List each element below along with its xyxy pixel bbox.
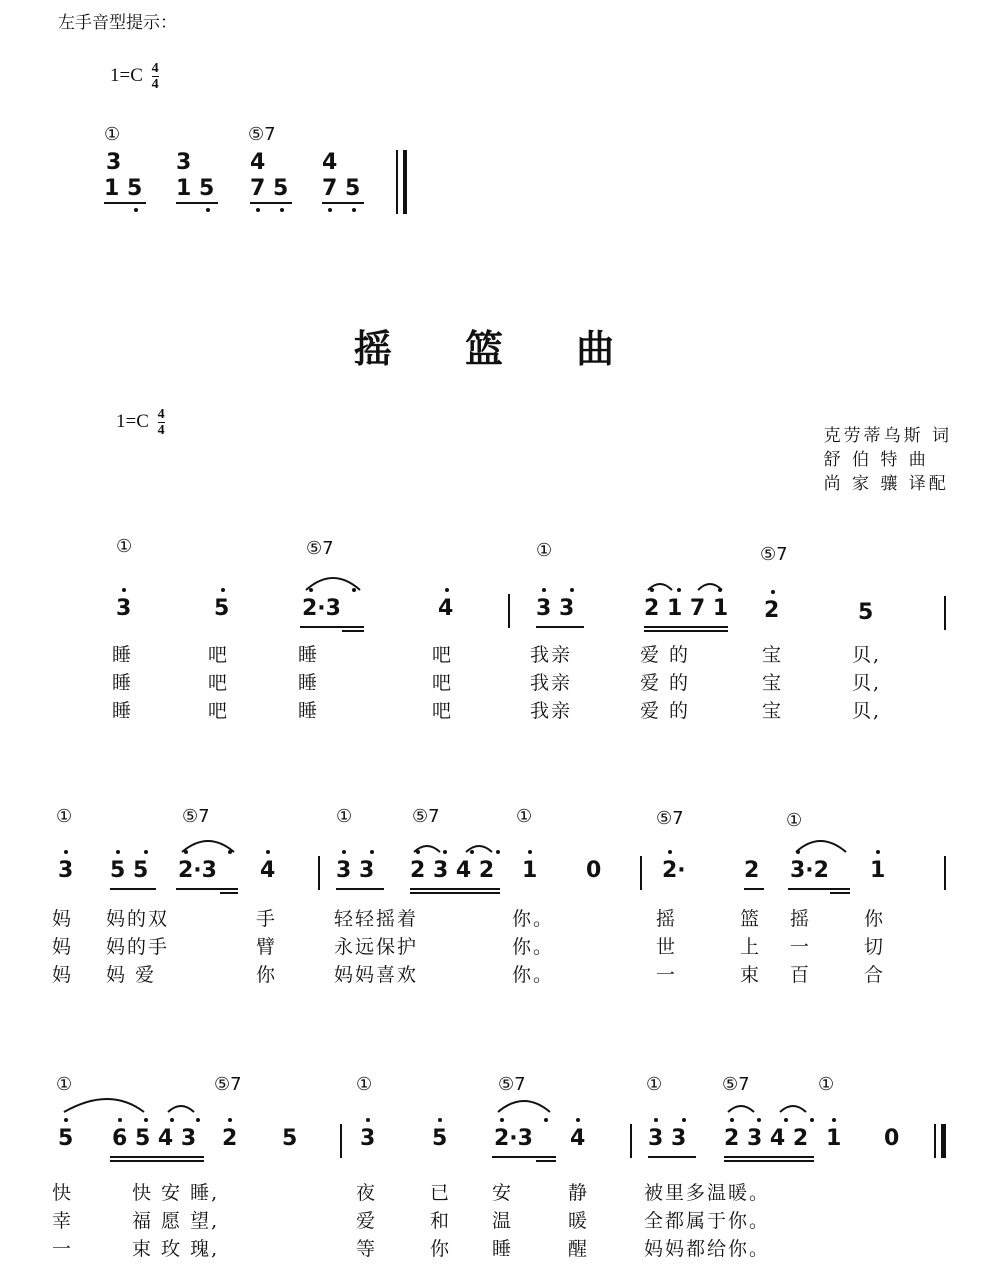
underline bbox=[110, 1160, 204, 1162]
high-octave-dot bbox=[832, 1118, 836, 1122]
end-barline bbox=[396, 150, 398, 214]
lyric: 篮 bbox=[740, 908, 762, 930]
lyric: 合 bbox=[864, 964, 886, 986]
lyric: 世 bbox=[656, 936, 678, 958]
lyric: 轻轻摇着 bbox=[334, 908, 419, 930]
underline bbox=[724, 1160, 814, 1162]
note: 5 bbox=[432, 1126, 448, 1151]
lyric: 我亲 bbox=[530, 672, 573, 694]
high-octave-dot bbox=[196, 1118, 200, 1122]
chord-mark: ① bbox=[646, 1074, 663, 1095]
lyric: 吧 bbox=[432, 700, 454, 722]
lyric: 妈的手 bbox=[106, 936, 170, 958]
pattern-lower-notes: 7 5 bbox=[250, 176, 289, 201]
chord-mark: ① bbox=[104, 124, 121, 145]
barline bbox=[508, 594, 510, 628]
pattern-upper-note: 3 bbox=[106, 150, 122, 175]
time-signature: $\frac{4}{4}$ bbox=[157, 407, 165, 438]
lyric: 妈妈喜欢 bbox=[334, 964, 419, 986]
pattern-lower-notes: 1 5 bbox=[104, 176, 143, 201]
high-octave-dot bbox=[650, 588, 654, 592]
note: 2· bbox=[662, 858, 686, 883]
note: 2 1 7 1 bbox=[644, 596, 729, 621]
underline bbox=[536, 626, 584, 628]
chord-mark: ① bbox=[536, 540, 553, 561]
lyric: 等 bbox=[356, 1238, 378, 1260]
underline bbox=[648, 1156, 696, 1158]
note: 6 5 4 3 bbox=[112, 1126, 197, 1151]
high-octave-dot bbox=[445, 588, 449, 592]
slur bbox=[780, 1106, 806, 1112]
note: 2 bbox=[764, 598, 780, 623]
key-text: 1=C bbox=[116, 410, 149, 432]
lyric: 一 bbox=[52, 1238, 74, 1260]
pattern-upper-note: 4 bbox=[322, 150, 338, 175]
note: 1 bbox=[826, 1126, 842, 1151]
chord-mark: ① bbox=[516, 806, 533, 827]
underline bbox=[536, 1160, 556, 1162]
lyric: 睡 bbox=[298, 672, 320, 694]
note: 3 bbox=[360, 1126, 376, 1151]
high-octave-dot bbox=[116, 850, 120, 854]
lyric: 你 bbox=[256, 964, 278, 986]
underline bbox=[336, 888, 384, 890]
slur bbox=[728, 1106, 754, 1112]
high-octave-dot bbox=[668, 850, 672, 854]
barline bbox=[340, 1124, 342, 1158]
chord-mark: ① bbox=[356, 1074, 373, 1095]
lyric: 和 bbox=[430, 1210, 452, 1232]
lyric: 摇 bbox=[656, 908, 678, 930]
high-octave-dot bbox=[64, 1118, 68, 1122]
lyric: 宝 bbox=[762, 700, 784, 722]
lyric: 醒 bbox=[568, 1238, 590, 1260]
lyricist-credit: 克劳蒂乌斯 词 bbox=[823, 426, 952, 446]
note: 3 bbox=[116, 596, 132, 621]
high-octave-dot bbox=[496, 850, 500, 854]
note: 4 bbox=[260, 858, 276, 883]
chord-mark: ⑤7 bbox=[248, 124, 276, 145]
underline bbox=[724, 1156, 814, 1158]
high-octave-dot bbox=[810, 1118, 814, 1122]
translator-credit: 尚 家 骧 译配 bbox=[823, 474, 949, 494]
note: 3·2 bbox=[790, 858, 829, 883]
lyric: 吧 bbox=[208, 700, 230, 722]
lyric: 睡 bbox=[298, 700, 320, 722]
chord-mark: ⑤7 bbox=[214, 1074, 242, 1095]
lyric: 你 bbox=[430, 1238, 452, 1260]
low-octave-dot bbox=[328, 208, 332, 212]
lyric: 幸 bbox=[52, 1210, 74, 1232]
high-octave-dot bbox=[352, 588, 356, 592]
credits bbox=[824, 424, 952, 496]
underline bbox=[220, 892, 238, 894]
lyric: 一 bbox=[790, 936, 812, 958]
note: 0 bbox=[586, 858, 602, 883]
note: 3 3 bbox=[336, 858, 375, 883]
underline bbox=[492, 1156, 556, 1158]
high-octave-dot bbox=[416, 850, 420, 854]
slur bbox=[498, 1101, 550, 1112]
song-title: 摇 篮 曲 bbox=[353, 326, 645, 371]
lyric: 温 bbox=[492, 1210, 514, 1232]
underline bbox=[110, 888, 156, 890]
high-octave-dot bbox=[528, 850, 532, 854]
chord-mark: ① bbox=[56, 1074, 73, 1095]
underline bbox=[342, 630, 364, 632]
high-octave-dot bbox=[570, 588, 574, 592]
lyric: 暖 bbox=[568, 1210, 590, 1232]
lyric: 百 bbox=[790, 964, 812, 986]
underline bbox=[644, 626, 728, 628]
underline bbox=[410, 892, 500, 894]
high-octave-dot bbox=[542, 588, 546, 592]
underline bbox=[644, 630, 728, 632]
high-octave-dot bbox=[342, 850, 346, 854]
lyric: 快 bbox=[52, 1182, 74, 1204]
high-octave-dot bbox=[228, 850, 232, 854]
lyric: 睡 bbox=[298, 644, 320, 666]
underline bbox=[250, 202, 292, 204]
underline bbox=[744, 888, 764, 890]
high-octave-dot bbox=[654, 1118, 658, 1122]
lyric: 睡 bbox=[112, 700, 134, 722]
high-octave-dot bbox=[730, 1118, 734, 1122]
high-octave-dot bbox=[796, 850, 800, 854]
lyric: 妈妈都给你。 bbox=[644, 1238, 771, 1260]
pattern-lower-notes: 7 5 bbox=[322, 176, 361, 201]
chord-mark: ⑤7 bbox=[656, 808, 684, 829]
note: 2 3 4 2 bbox=[724, 1126, 809, 1151]
underline bbox=[410, 888, 500, 890]
high-octave-dot bbox=[266, 850, 270, 854]
high-octave-dot bbox=[757, 1118, 761, 1122]
note: 4 bbox=[438, 596, 454, 621]
lyric: 束 玫 瑰, bbox=[132, 1238, 220, 1260]
chord-mark: ① bbox=[116, 536, 133, 557]
lyric: 手 bbox=[256, 908, 278, 930]
underline bbox=[830, 892, 850, 894]
end-barline bbox=[934, 1124, 936, 1158]
high-octave-dot bbox=[170, 1118, 174, 1122]
end-barline-thick bbox=[941, 1124, 946, 1158]
lyric: 束 bbox=[740, 964, 762, 986]
note: 2 bbox=[744, 858, 760, 883]
high-octave-dot bbox=[144, 1118, 148, 1122]
lyric: 妈的双 bbox=[106, 908, 170, 930]
note: 3 3 bbox=[536, 596, 575, 621]
high-octave-dot bbox=[144, 850, 148, 854]
chord-mark: ⑤7 bbox=[722, 1074, 750, 1095]
note: 2·3 bbox=[494, 1126, 533, 1151]
note: 2·3 bbox=[178, 858, 217, 883]
high-octave-dot bbox=[544, 1118, 548, 1122]
note: 2·3 bbox=[302, 596, 341, 621]
hint-text: 左手音型提示： bbox=[58, 13, 177, 33]
high-octave-dot bbox=[309, 588, 313, 592]
song-key-signature bbox=[116, 408, 165, 437]
underline bbox=[322, 202, 364, 204]
lyric: 永远保护 bbox=[334, 936, 419, 958]
high-octave-dot bbox=[64, 850, 68, 854]
underline bbox=[300, 626, 364, 628]
lyric: 睡 bbox=[112, 644, 134, 666]
high-octave-dot bbox=[576, 1118, 580, 1122]
pattern-upper-note: 4 bbox=[250, 150, 266, 175]
barline bbox=[640, 856, 642, 890]
lyric: 贝, bbox=[852, 700, 882, 722]
slur bbox=[64, 1099, 144, 1112]
high-octave-dot bbox=[370, 850, 374, 854]
chord-mark: ⑤7 bbox=[182, 806, 210, 827]
low-octave-dot bbox=[206, 208, 210, 212]
underline bbox=[176, 202, 218, 204]
note: 5 bbox=[282, 1126, 298, 1151]
lyric: 吧 bbox=[432, 672, 454, 694]
underline bbox=[788, 888, 850, 890]
barline bbox=[944, 596, 946, 630]
high-octave-dot bbox=[784, 1118, 788, 1122]
high-octave-dot bbox=[122, 588, 126, 592]
note: 5 5 bbox=[110, 858, 149, 883]
note: 0 bbox=[884, 1126, 900, 1151]
pattern-upper-note: 3 bbox=[176, 150, 192, 175]
lyric: 吧 bbox=[208, 672, 230, 694]
high-octave-dot bbox=[184, 850, 188, 854]
underline bbox=[110, 1156, 204, 1158]
underline bbox=[104, 202, 146, 204]
high-octave-dot bbox=[443, 850, 447, 854]
chord-mark: ⑤7 bbox=[306, 538, 334, 559]
chord-mark: ① bbox=[56, 806, 73, 827]
lyric: 吧 bbox=[208, 644, 230, 666]
lyric: 你。 bbox=[512, 936, 555, 958]
chord-mark: ① bbox=[818, 1074, 835, 1095]
lyric: 我亲 bbox=[530, 700, 573, 722]
chord-mark: ⑤7 bbox=[760, 544, 788, 565]
slur bbox=[796, 841, 846, 852]
note: 3 bbox=[58, 858, 74, 883]
high-octave-dot bbox=[221, 588, 225, 592]
chord-mark: ① bbox=[336, 806, 353, 827]
note: 1 bbox=[870, 858, 886, 883]
lyric: 爱 的 bbox=[640, 644, 691, 666]
note: 5 bbox=[58, 1126, 74, 1151]
barline bbox=[318, 856, 320, 890]
lyric: 宝 bbox=[762, 644, 784, 666]
note: 1 bbox=[522, 858, 538, 883]
low-octave-dot bbox=[256, 208, 260, 212]
lyric: 快 安 睡, bbox=[132, 1182, 220, 1204]
high-octave-dot bbox=[682, 1118, 686, 1122]
chord-mark: ① bbox=[786, 810, 803, 831]
key-text: 1=C bbox=[110, 64, 143, 86]
note: 3 3 bbox=[648, 1126, 687, 1151]
note: 5 bbox=[214, 596, 230, 621]
barline bbox=[630, 1124, 632, 1158]
low-octave-dot bbox=[352, 208, 356, 212]
low-octave-dot bbox=[134, 208, 138, 212]
lyric: 睡 bbox=[492, 1238, 514, 1260]
lyric: 我亲 bbox=[530, 644, 573, 666]
time-signature: $\frac{4}{4}$ bbox=[151, 61, 159, 92]
chord-mark: ⑤7 bbox=[498, 1074, 526, 1095]
lyric: 你。 bbox=[512, 908, 555, 930]
lyric: 静 bbox=[568, 1182, 590, 1204]
lyric: 臂 bbox=[256, 936, 278, 958]
pattern-key-signature bbox=[110, 62, 159, 91]
high-octave-dot bbox=[228, 1118, 232, 1122]
slur bbox=[168, 1106, 194, 1112]
note: 2 3 4 2 bbox=[410, 858, 495, 883]
lyric: 爱 的 bbox=[640, 672, 691, 694]
chord-mark: ⑤7 bbox=[412, 806, 440, 827]
end-barline-thick bbox=[403, 150, 407, 214]
slur bbox=[182, 841, 234, 852]
lyric: 全都属于你。 bbox=[644, 1210, 771, 1232]
high-octave-dot bbox=[718, 588, 722, 592]
lyric: 夜 bbox=[356, 1182, 378, 1204]
lyric: 一 bbox=[656, 964, 678, 986]
high-octave-dot bbox=[771, 590, 775, 594]
note: 5 bbox=[858, 600, 874, 625]
high-octave-dot bbox=[118, 1118, 122, 1122]
barline bbox=[944, 856, 946, 890]
lyric: 贝, bbox=[852, 644, 882, 666]
high-octave-dot bbox=[366, 1118, 370, 1122]
lyric: 上 bbox=[740, 936, 762, 958]
lyric: 妈 爱 bbox=[106, 964, 157, 986]
lyric: 睡 bbox=[112, 672, 134, 694]
lyric: 安 bbox=[492, 1182, 514, 1204]
lyric: 妈 bbox=[52, 936, 74, 958]
underline bbox=[176, 888, 238, 890]
high-octave-dot bbox=[500, 1118, 504, 1122]
lyric: 吧 bbox=[432, 644, 454, 666]
lyric: 爱 的 bbox=[640, 700, 691, 722]
lyric: 爱 bbox=[356, 1210, 378, 1232]
lyric: 妈 bbox=[52, 964, 74, 986]
lyric: 贝, bbox=[852, 672, 882, 694]
lyric: 你 bbox=[864, 908, 886, 930]
high-octave-dot bbox=[677, 588, 681, 592]
high-octave-dot bbox=[438, 1118, 442, 1122]
lyric: 宝 bbox=[762, 672, 784, 694]
composer-credit: 舒 伯 特 曲 bbox=[823, 450, 929, 470]
lyric: 已 bbox=[430, 1182, 452, 1204]
pattern-lower-notes: 1 5 bbox=[176, 176, 215, 201]
high-octave-dot bbox=[470, 850, 474, 854]
lyric: 被里多温暖。 bbox=[644, 1182, 771, 1204]
low-octave-dot bbox=[280, 208, 284, 212]
lyric: 福 愿 望, bbox=[132, 1210, 220, 1232]
high-octave-dot bbox=[876, 850, 880, 854]
note: 4 bbox=[570, 1126, 586, 1151]
lyric: 切 bbox=[864, 936, 886, 958]
note: 2 bbox=[222, 1126, 238, 1151]
lyric: 妈 bbox=[52, 908, 74, 930]
lyric: 你。 bbox=[512, 964, 555, 986]
lyric: 摇 bbox=[790, 908, 812, 930]
